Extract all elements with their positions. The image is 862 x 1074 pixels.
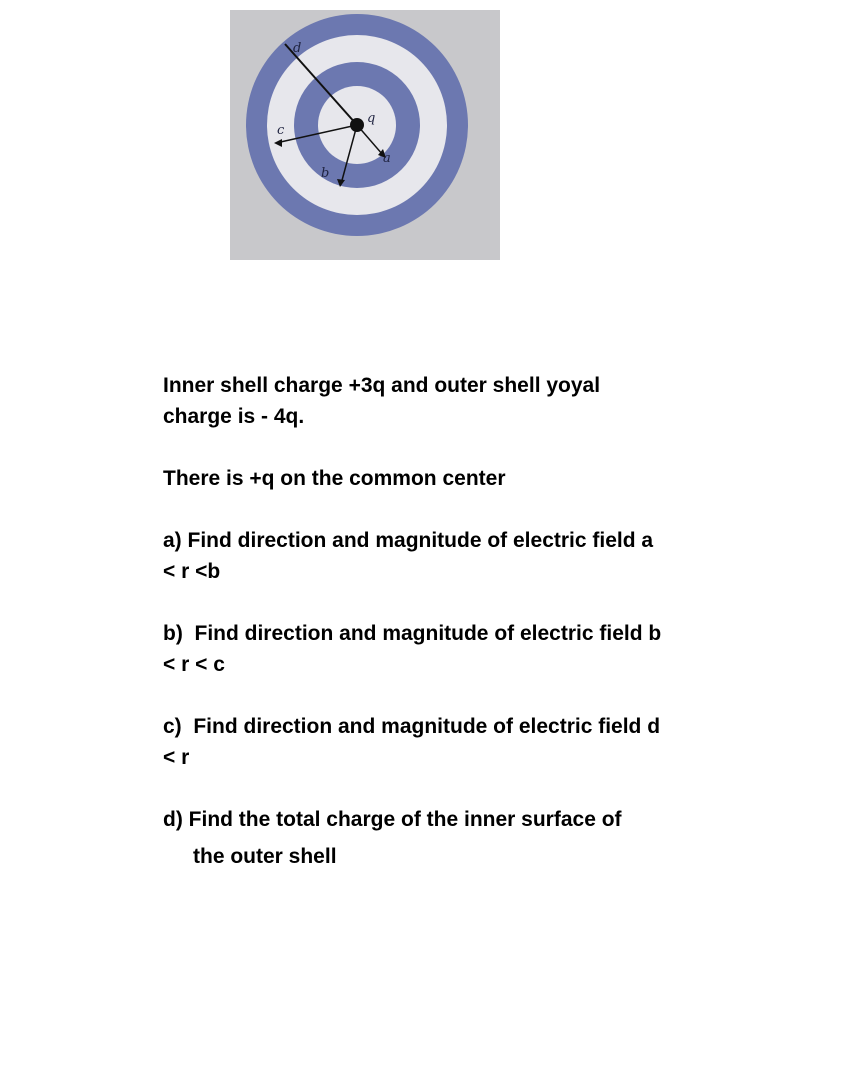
concentric-shells-diagram <box>230 10 500 260</box>
question-d-continuation: the outer shell <box>193 845 337 868</box>
label-c: c <box>277 123 285 138</box>
center-charge-dot <box>350 118 364 132</box>
label-a: a <box>383 151 391 166</box>
label-b: b <box>321 166 330 181</box>
question-c: c) Find direction and magnitude of electric field d < r <box>163 715 661 769</box>
label-q: q <box>367 111 376 126</box>
concentric-shells-figure <box>230 10 500 260</box>
question-b: b) Find direction and magnitude of electric field b < r < c <box>163 622 662 676</box>
question-a: a) Find direction and magnitude of electric field a < r <b <box>163 529 654 583</box>
problem-text <box>163 370 723 872</box>
label-d: d <box>293 41 302 56</box>
question-d: d) Find the total charge of the inner surface of <box>163 808 622 831</box>
center-charge-paragraph: There is +q on the common center <box>163 467 506 490</box>
intro-paragraph: Inner shell charge +3q and outer shell yoyal charge is - 4q. <box>163 374 601 428</box>
